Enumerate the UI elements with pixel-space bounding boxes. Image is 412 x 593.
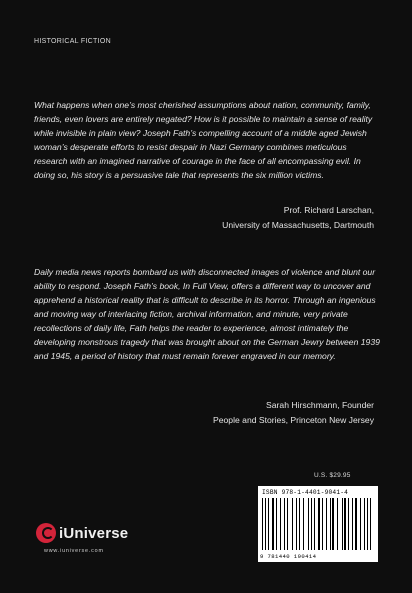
attribution-author: Sarah Hirschmann, Founder — [266, 400, 374, 410]
barcode-bar — [332, 498, 333, 550]
barcode-bar — [326, 498, 327, 550]
barcode-bar — [304, 498, 306, 550]
barcode-bar — [350, 498, 351, 550]
attribution-larschan — [222, 203, 374, 233]
barcode-bar — [365, 498, 366, 550]
genre-label: HISTORICAL FICTION — [34, 38, 111, 45]
barcode-bar — [309, 498, 310, 550]
barcode-bar — [331, 498, 332, 550]
isbn-barcode — [258, 486, 378, 562]
attribution-hirschmann — [213, 398, 374, 428]
barcode-bar — [362, 498, 363, 550]
barcode-bar — [316, 498, 317, 550]
barcode-bar — [355, 498, 357, 550]
price-label: U.S. $29.95 — [314, 472, 351, 479]
barcode-bar — [299, 498, 300, 550]
barcode-digits: 9 781440 190414 — [260, 553, 317, 560]
barcode-bar — [348, 498, 349, 550]
barcode-bar — [344, 498, 345, 550]
barcode-bar — [287, 498, 288, 550]
barcode-bar — [354, 498, 355, 550]
attribution-affiliation: University of Massachusetts, Dartmouth — [222, 220, 374, 230]
iuniverse-logo-icon — [36, 523, 56, 543]
barcode-bar — [338, 498, 340, 550]
barcode-bar — [322, 498, 323, 550]
barcode-bar — [281, 498, 282, 550]
attribution-affiliation: People and Stories, Princeton New Jersey — [213, 415, 374, 425]
barcode-bar — [292, 498, 293, 550]
barcode-bar — [328, 498, 329, 550]
isbn-text: ISBN 978-1-4401-9041-4 — [262, 489, 349, 496]
barcode-bar — [268, 498, 269, 550]
attribution-author: Prof. Richard Larschan, — [283, 205, 374, 215]
barcode-bar — [303, 498, 304, 550]
barcode-bar — [270, 498, 271, 550]
publisher-logo — [36, 523, 128, 543]
barcode-bars — [262, 498, 374, 550]
publisher-name: iUniverse — [59, 524, 129, 542]
review-quote-hirschmann: Daily media news reports bombard us with disconnected images of violence and blunt our ability to respond. Joseph Fath’s book, In Full View, offers a different way to uncover and apprehend a historical reality that is difficult to describe in its horror. Through an ingenious and moving way of interlacing fiction, archival information, and minute, very private recollections of daily life, Fath helps the reader to experience, almost intimately the developing monstrous tragedy that was brought about on the German Jewry between 1939 and 1945, a period of history that must remain forever engraved in our memory. — [34, 267, 380, 361]
barcode-bar — [293, 498, 294, 550]
barcode-bar — [274, 498, 275, 550]
barcode-bar — [276, 498, 277, 550]
barcode-bar — [321, 498, 322, 550]
barcode-bar — [314, 498, 315, 550]
barcode-bar — [370, 498, 371, 550]
barcode-bar — [265, 498, 266, 550]
publisher-url: www.iuniverse.com — [44, 548, 104, 554]
barcode-bar — [367, 498, 368, 550]
barcode-bar — [337, 498, 338, 550]
barcode-bar — [343, 498, 344, 550]
barcode-bar — [360, 498, 361, 550]
barcode-bar — [311, 498, 312, 550]
barcode-bar — [280, 498, 281, 550]
barcode-bar — [263, 498, 264, 550]
barcode-bar — [297, 498, 298, 550]
barcode-bar — [286, 498, 287, 550]
barcode-bar — [372, 498, 373, 550]
review-quote-larschan: What happens when one’s most cherished assumptions about nation, community, family, friends, even lovers are entirely negated? How is it possible to maintain a sense of reality while invisible in plain view? Joseph Fath’s compelling account of a middle aged Jewish woman’s desperate efforts to resist despair in Nazi Germany combines meticulous research with an imagined narrative of courage in the face of all encompassing evil. In doing so, his story is a persuasive tale that represents the six million victims. — [34, 100, 373, 180]
